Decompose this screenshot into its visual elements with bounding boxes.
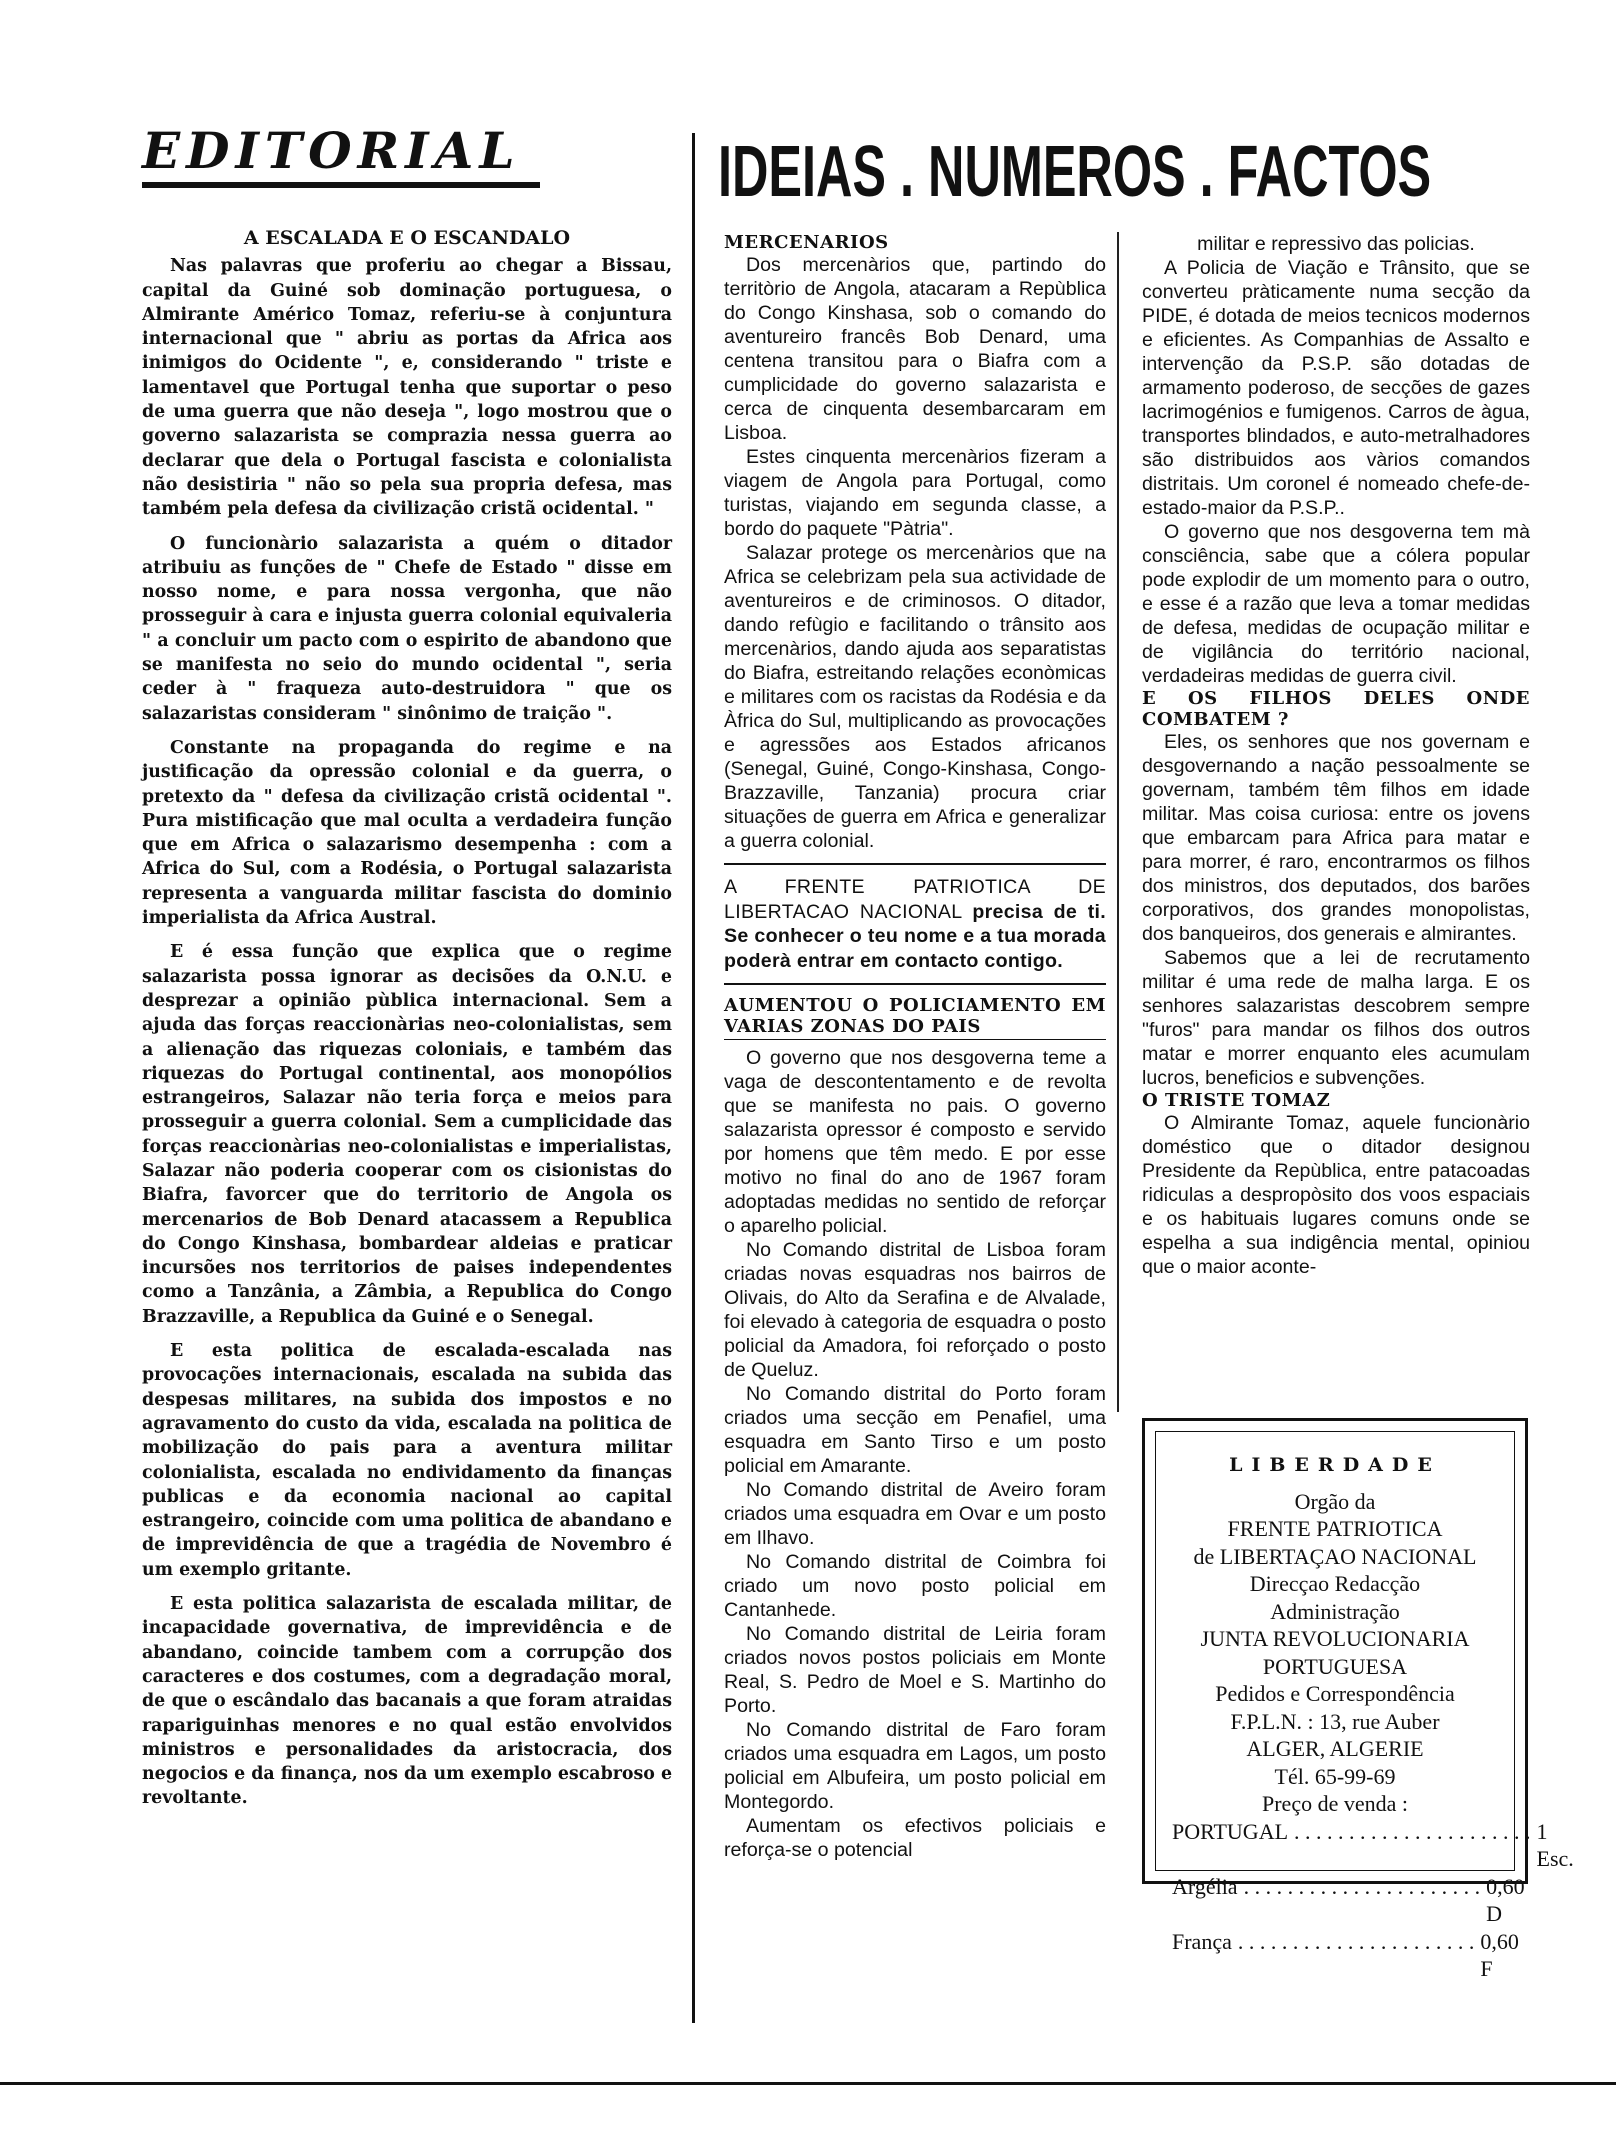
section-divider: [724, 863, 1106, 865]
editorial-column: [142, 226, 672, 1821]
mercenarios-paragraph: Estes cinquenta mercenàrios fizeram a viagem de Angola para Portugal, como turistas, viajando em segunda classe, a bordo do paquete "Pàtria".: [724, 446, 1106, 540]
masthead-line: FRENTE PATRIOTICA: [1227, 1516, 1443, 1541]
editorial-paragraph: Nas palavras que proferiu ao chegar a Bissau, capital da Guiné sob dominação portuguesa, o Almirante Américo Tomaz, referiu-se à conjuntura internacional que " abriu as portas da Africa aos inimigos do Ocidente ", e, considerando " triste e lamentavel que Portugal tenha que suportar o peso de uma guerra que não deseja ", logo mostrou que o governo salazarista se comprazia nessa guerra ao declarar que dela o Portugal fascista e colonialista não desistiria " não so pela sua propria defesa, mas também pela defesa da civilização cristã ocidental. ": [142, 256, 672, 520]
price-leader-dots: . . . . . . . . . . . . . . . . . . . . . .: [1243, 1873, 1481, 1899]
editorial-paragraph: O funcionàrio salazarista a quém o ditador atribuiu as funções de " Chefe de Estado " disse em nosso nome, e para nossa vergonha, que não prosseguir à cara e injusta guerra colonial equivaleria " a concluir um pacto com o espirito de abandono que se manifesta no seio do mundo ocidental ", seria ceder à " fraqueza auto-destruidora " que os salazaristas consideram " sinônimo de traição ".: [142, 533, 672, 724]
masthead-line: PORTUGUESA: [1262, 1653, 1408, 1679]
masthead-line: Pedidos e Correspondência: [1215, 1681, 1455, 1706]
masthead-line: F.P.L.N. : 13, rue Auber: [1230, 1708, 1440, 1734]
policiamento-paragraph: O governo que nos desgoverna tem mà consciência, sabe que a cólera popular pode explodir de um momento para o outro, e esse é a razão que leva a tomar medidas de defesa, medidas de ocupação militar e de vigilância do território nacional, verdadeiras medidas de guerra civil.: [1142, 521, 1530, 687]
column-divider-right: [1117, 232, 1119, 1412]
mercenarios-paragraph: Salazar protege os mercenàrios que na Africa se celebrizam pela sua actividade de aventureiros e de criminosos. O ditador, dando refùgio e facilitando o trânsito aos mercenàrios, dando ajuda aos separatistas do Biafra, estreitando relações econòmicas e militares com os racistas da Rodésia e da Àfrica do Sul, multiplicando as provocações e agressões aos Estados africanos (Senegal, Guiné, Congo-Kinshasa, Congo-Brazzaville, Tanzania) procura criar situações de guerra em Africa e generalizar a guerra colonial.: [724, 542, 1106, 852]
filhos-paragraph: Sabemos que a lei de recrutamento militar é uma rede de malha larga. E os senhores salazaristas descobrem sempre "furos" para mandar os filhos dos outros matar e morrer enquanto eles acumulam lucros, beneficios e subvenções.: [1142, 947, 1530, 1089]
masthead-line: Administração: [1270, 1598, 1400, 1624]
policiamento-heading: AUMENTOU O POLICIAMENTO EM VARIAS ZONAS DO PAIS: [724, 995, 1106, 1037]
ideias-middle-column: [724, 232, 1106, 1862]
price-value: 1 Esc.: [1536, 1818, 1574, 1871]
price-leader-dots: . . . . . . . . . . . . . . . . . . . . . .: [1237, 1928, 1475, 1954]
section-divider: [724, 983, 1106, 985]
masthead-line: de LIBERTAÇAO NACIONAL: [1193, 1543, 1477, 1569]
page-bottom-rule: [0, 2082, 1616, 2085]
masthead-line: JUNTA REVOLUCIONARIA: [1200, 1626, 1470, 1651]
frente-notice-message: precisa de ti. Se conhecer o teu nome e a tua morada poderà entrar em contacto contigo.: [724, 900, 1107, 972]
tomaz-paragraph: O Almirante Tomaz, aquele funcionàrio doméstico que o ditador designou Presidente da Repùblica, entre patacoadas ridiculas a despropòsito dos voos espaciais e os habituais lugares comuns onde se espelha a sua indigência mental, opiniou que o maior aconte-: [1142, 1112, 1530, 1278]
editorial-title-underline: [142, 182, 540, 188]
price-value: 0,60 D: [1486, 1873, 1525, 1926]
filhos-heading: E OS FILHOS DELES ONDE COMBATEM ?: [1142, 688, 1530, 730]
price-row: [1156, 1873, 1525, 1928]
policiamento-paragraph: No Comando distrital de Faro foram criados uma esquadra em Lagos, um posto policial em Albufeira, um posto policial em Montegordo.: [724, 1719, 1106, 1813]
editorial-paragraph: Constante na propaganda do regime e na justificação da opressão colonial e da guerra, o pretexto da " defesa da civilização cristã ocidental ". Pura mistificação que mal oculta a verdadeira função que em Africa o salazarismo desempenha : com a Africa do Sul, com a Rodésia, o Portugal salazarista representa a vanguarda militar fascista do dominio imperialista da Africa Austral.: [142, 737, 672, 929]
policiamento-paragraph: No Comando distrital de Coimbra foi criado um novo posto policial em Cantanhede.: [724, 1551, 1106, 1621]
frente-notice: [724, 875, 1106, 973]
masthead-line: Preço de venda :: [1262, 1791, 1408, 1816]
mercenarios-paragraph: Dos mercenàrios que, partindo do territòrio de Angola, atacaram a Repùblica do Congo Kinshasa, sob o comando do aventureiro francês Bob Denard, uma centena transitou para o Biafra com a cumplicidade do governo salazarista e cerca de cinquenta desembarcaram em Lisboa.: [724, 254, 1106, 444]
column-divider-left: [692, 133, 695, 2023]
editorial-paragraph: E esta politica salazarista de escalada militar, de incapacidade governativa, de imprevidência e de abandano, coincide tambem com a corrupção dos caracteres e dos costumes, com a degradação moral, de que o escândalo das bacanais a que foram atraidas rapariguinhas menores e no qual estão envolvidos ministros e personalidades da aristocracia, dos negocios e da finança, nos da um exemplo escabroso e revoltante.: [142, 1594, 673, 1809]
frente-notice-org: A FRENTE PATRIOTICA DE LIBERTACAO NACIONAL: [724, 876, 1106, 923]
editorial-paragraph: E esta politica de escalada-escalada nas provocações internacionais, escalada na subida das despesas militares, na subida dos impostos e no agravamento do custo da vida, escalada na politica de mobilização do pais para a aventura militar colonialista, escalada no endividamento da finanças publicas e da economia nacional ao capital estrangeiro, coincide com uma politica de abandano e de imprevidência de que a tragédia de Novembro é um exemplo gritante.: [142, 1341, 672, 1580]
policiamento-paragraph: No Comando distrital de Lisboa foram criadas novas esquadras nos bairros de Olivais, do Alto da Serafina e de Alvalade, foi elevado à categoria de esquadra o posto policial da Amadora, foi reforçado o posto de Queluz.: [724, 1239, 1106, 1381]
price-value: 0,60 F: [1480, 1928, 1519, 1981]
masthead-line: Orgão da: [1294, 1488, 1376, 1514]
policiamento-continuation: militar e repressivo das policias.: [1197, 233, 1475, 255]
price-leader-dots: . . . . . . . . . . . . . . . . . . . . . .: [1294, 1818, 1531, 1844]
editorial-subtitle: A ESCALADA E O ESCANDALO: [243, 227, 571, 249]
masthead-line: Direcçao Redacção: [1249, 1571, 1421, 1596]
price-country: PORTUGAL: [1172, 1818, 1289, 1844]
liberdade-title: LIBERDADE: [1229, 1454, 1441, 1476]
masthead-line: Tél. 65-99-69: [1274, 1763, 1396, 1789]
filhos-paragraph: Eles, os senhores que nos governam e desgovernando a nação pessoalmente se governam, também têm filhos em idade militar. Mas coisa curiosa: entre os jovens que embarcam para Africa para matar e para morrer, é raro, encontrarmos os filhos dos ministros, dos deputados, dos barões corporativos, dos grandes monopolistas, dos banqueiros, dos generais e almirantes.: [1142, 731, 1530, 945]
tomaz-heading: O TRISTE TOMAZ: [1142, 1090, 1331, 1111]
price-country: Argélia: [1172, 1873, 1238, 1899]
policiamento-paragraph: A Policia de Viação e Trânsito, que se converteu pràticamente numa secção da PIDE, é dotada de meios tecnicos modernos e eficientes. As Companhias de Assalto e intervenção da P.S.P. são dotadas de armamento poderoso, de secções de gazes lacrimogénios e fumigenos. Carros de àgua, transportes blindados, e auto-metralhadores são distribuidos aos vàrios comandos distritais. Um coronel é nomeado chefe-de-estado-maior da P.S.P..: [1142, 257, 1530, 519]
liberdade-masthead-box: [1142, 1418, 1574, 1981]
ideias-right-column: [1142, 232, 1530, 1279]
policiamento-paragraph: Aumentam os efectivos policiais e reforça-se o potencial: [724, 1815, 1106, 1861]
price-row: [1156, 1928, 1519, 1983]
ideias-title: IDEIAS . NUMEROS . FACTOS: [718, 132, 1432, 212]
policiamento-paragraph: No Comando distrital de Aveiro foram criados uma esquadra em Ovar e um posto em Ilhavo.: [724, 1479, 1106, 1549]
price-row: [1156, 1818, 1574, 1873]
mercenarios-heading: MERCENARIOS: [724, 232, 889, 253]
price-country: França: [1172, 1928, 1232, 1954]
liberdade-masthead-inner: [1155, 1431, 1574, 1981]
editorial-paragraph: E é essa função que explica que o regime salazarista possa ignorar as decisões da O.N.U. e desprezar a opinião pùblica internacional. Sem a ajuda das forças reaccionàrias neo-colonialistas, sem a alienação das riquezas coloniais, e também das riquezas do Portugal continental, aos monopólios estrangeiros, Salazar não teria força e meios para prosseguir a guerra colonial. Sem a cumplicidade das forças reaccionàrias neo-colonialistas e imperialistas, Salazar não poderia cooperar com os cisionistas do Biafra, favorcer que do territorio de Angola os mercenarios de Bob Denard atacassem a Republica do Congo Kinshasa, bombardear aldeias e praticar incursões nos territorios de paises independentes como a Tanzânia, a Zâmbia, a Republica do Congo Brazzaville, a Republica da Guiné e o Senegal.: [142, 942, 672, 1327]
editorial-title: EDITORIAL: [142, 121, 521, 180]
section-heading-underline: [724, 1039, 1106, 1040]
policiamento-paragraph: No Comando distrital de Leiria foram criados novos postos policiais em Monte Real, S. Pedro de Moel e S. Martinho do Porto.: [724, 1623, 1106, 1717]
policiamento-paragraph: O governo que nos desgoverna teme a vaga de descontentamento e de revolta que se manifesta no pais. O governo salazarista opressor é composto e servido por homens que têm medo. E por esse motivo no final do ano de 1967 foram adoptadas medidas no sentido de reforçar o aparelho policial.: [724, 1047, 1106, 1237]
policiamento-paragraph: No Comando distrital do Porto foram criados uma secção em Penafiel, uma esquadra em Santo Tirso e um posto policial em Amarante.: [724, 1383, 1106, 1477]
masthead-line: ALGER, ALGERIE: [1246, 1736, 1424, 1761]
